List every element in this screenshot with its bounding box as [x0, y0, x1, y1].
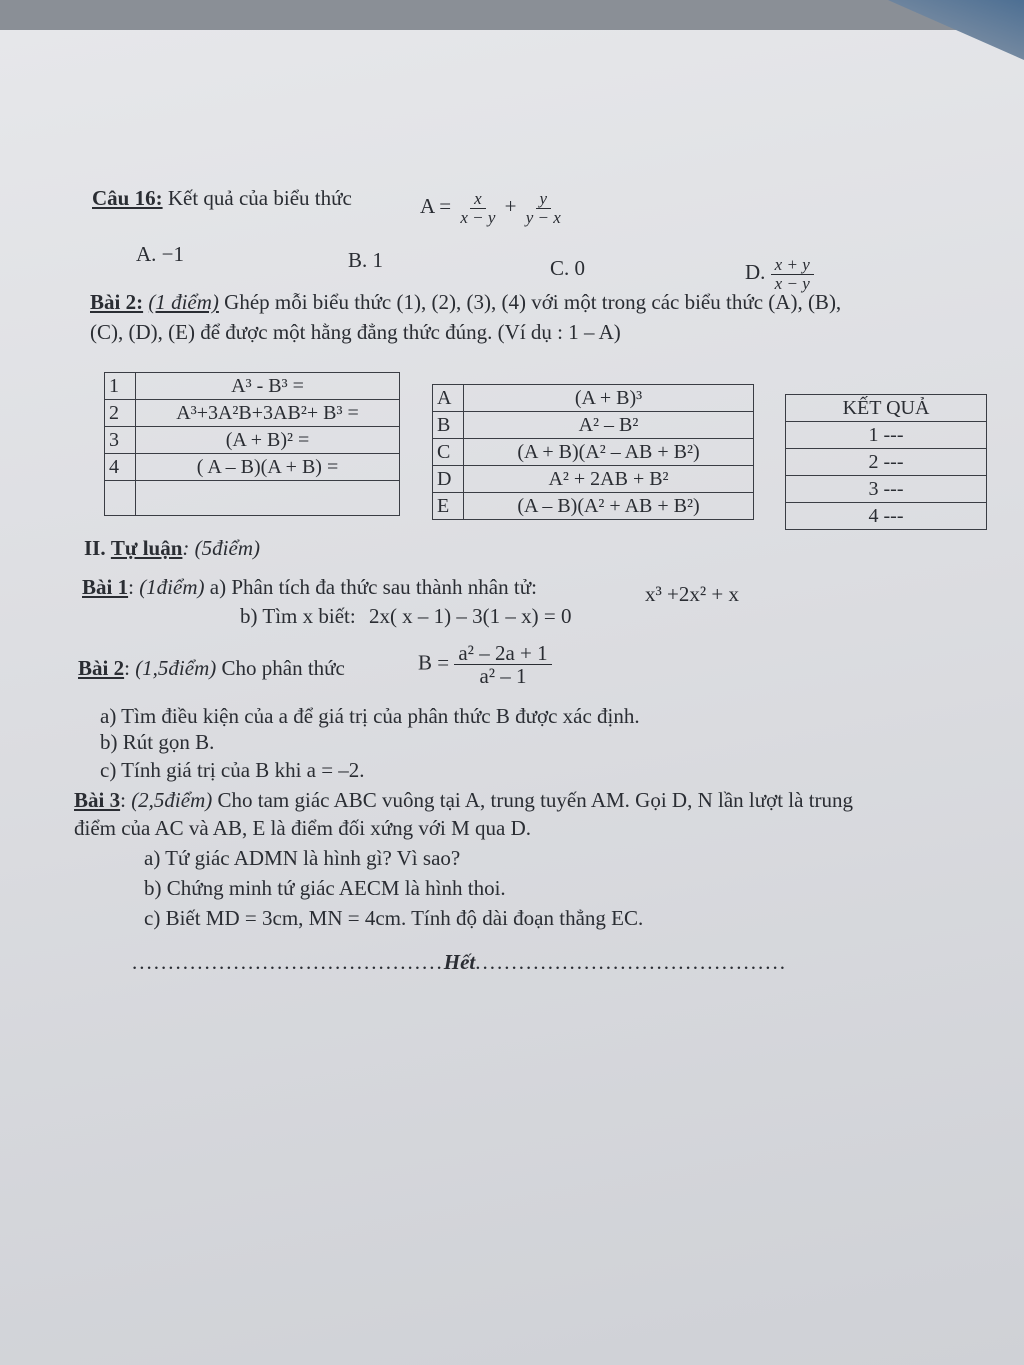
result-cell: 1 ---: [786, 422, 987, 449]
option-d-num: x + y: [771, 256, 814, 275]
match-text-1: Ghép mỗi biểu thức (1), (2), (3), (4) với một trong các biểu thức (A), (B),: [224, 290, 842, 314]
exercise-1-line-a: [82, 575, 537, 600]
exercise-3-text-2: điểm của AC và AB, E là điểm đối xứng với M qua D.: [74, 816, 532, 840]
fraction-1-den: x − y: [460, 207, 496, 227]
exercise-3-text-1: Cho tam giác ABC vuông tại A, trung tuyến AM. Gọi D, N lần lượt là trung: [217, 788, 854, 812]
table-row: [105, 400, 400, 427]
exercise-3-points: (2,5điểm): [131, 788, 213, 812]
option-c: C. 0: [550, 256, 586, 280]
exercise-1-colon: :: [128, 575, 134, 599]
option-d-label: D.: [745, 260, 766, 285]
question-16-label: Câu 16:: [92, 186, 163, 210]
fraction-2-den: y − x: [525, 207, 561, 227]
end-dots-right: ...........................................: [475, 950, 787, 974]
fraction-2: [522, 190, 565, 227]
section-title: Tự luận: [110, 536, 183, 560]
option-b: B. 1: [348, 248, 384, 272]
section-points: (5điểm): [194, 536, 260, 560]
row-number: 1: [105, 373, 136, 400]
option-d: [745, 256, 814, 293]
exercise-1-points: (1điểm): [139, 575, 205, 599]
row-expression: A³+3A²B+3AB²+ B³ =: [136, 400, 400, 427]
table-row: [105, 373, 400, 400]
exercise-2-colon: :: [124, 656, 130, 680]
exercise-1-line-b: [240, 604, 572, 629]
table-row: [786, 422, 987, 449]
expr-lhs: A =: [420, 194, 452, 219]
table-row: [105, 427, 400, 454]
right-expression-table: [432, 384, 754, 520]
fraction-b-den: a² – 1: [479, 664, 527, 689]
exercise-1-b-text: b) Tìm x biết:: [240, 604, 356, 628]
exercise-2-intro: [78, 656, 345, 681]
row-expression: ( A – B)(A + B) =: [136, 454, 400, 481]
table-row: [433, 412, 754, 439]
row-number: 3: [105, 427, 136, 454]
row-expression: (A + B)(A² – AB + B²): [464, 439, 754, 466]
table-row: [433, 466, 754, 493]
question-16-text: Kết quả của biểu thức: [167, 186, 352, 210]
option-a: A. −1: [136, 242, 185, 266]
table-row: [433, 385, 754, 412]
plus-sign: +: [504, 194, 517, 219]
row-letter: A: [433, 385, 464, 412]
end-text: Hết: [443, 950, 476, 974]
table-row: [786, 395, 987, 422]
section-colon: :: [182, 536, 190, 560]
row-expression: (A + B)³: [464, 385, 754, 412]
table-row: [433, 493, 754, 520]
row-letter: B: [433, 412, 464, 439]
table-row: [433, 439, 754, 466]
match-text-2: (C), (D), (E) để được một hằng đẳng thức đúng. (Ví dụ : 1 – A): [90, 320, 621, 344]
section-roman: II.: [84, 536, 106, 560]
exercise-2-fraction: [418, 642, 552, 687]
row-letter: D: [433, 466, 464, 493]
table-row: [786, 476, 987, 503]
result-table: [785, 394, 987, 530]
row-expression: A³ - B³ =: [136, 373, 400, 400]
exercise-2-b: b) Rút gọn B.: [100, 730, 215, 754]
left-expression-table: [104, 372, 400, 516]
exercise-3-b: b) Chứng minh tứ giác AECM là hình thoi.: [144, 876, 506, 900]
row-expression: [136, 481, 400, 516]
exercise-1-label: Bài 1: [82, 575, 129, 599]
exercise-2-c: c) Tính giá trị của B khi a = –2.: [100, 758, 365, 782]
fraction-b: [454, 642, 551, 687]
result-header: KẾT QUẢ: [786, 395, 987, 422]
fraction-1-num: x: [470, 190, 486, 209]
table-row: [786, 449, 987, 476]
match-label: Bài 2:: [90, 290, 144, 314]
fraction-b-num: a² – 2a + 1: [454, 642, 551, 665]
question-16: [92, 186, 352, 211]
option-d-den: x − y: [774, 273, 810, 293]
table-row: [105, 481, 400, 516]
row-letter: E: [433, 493, 464, 520]
table-row: [786, 503, 987, 530]
exercise-3-c: c) Biết MD = 3cm, MN = 4cm. Tính độ dài đoạn thẳng EC.: [144, 906, 644, 930]
row-expression: (A + B)² =: [136, 427, 400, 454]
result-cell: 4 ---: [786, 503, 987, 530]
exercise-2-intro-text: Cho phân thức: [221, 656, 345, 680]
fraction-1: [456, 190, 499, 227]
question-16-expression: [420, 190, 565, 227]
exercise-1-b-expression: 2x( x – 1) – 3(1 – x) = 0: [368, 604, 572, 628]
table-row: [105, 454, 400, 481]
row-number: [105, 481, 136, 516]
exercise-3-label: Bài 3: [74, 788, 121, 812]
fraction-2-num: y: [536, 190, 552, 209]
end-line: [132, 950, 787, 975]
exercise-1-a-text: a) Phân tích đa thức sau thành nhân tử:: [209, 575, 537, 599]
exercise-2-label: Bài 2: [78, 656, 125, 680]
row-number: 4: [105, 454, 136, 481]
match-exercise-line1: [90, 290, 841, 315]
end-dots-left: ...........................................: [132, 950, 444, 974]
exercise-2-a: a) Tìm điều kiện của a để giá trị của phân thức B được xác định.: [100, 704, 640, 728]
exercise-2-points: (1,5điểm): [135, 656, 217, 680]
result-cell: 3 ---: [786, 476, 987, 503]
fraction-lhs: B =: [418, 650, 450, 675]
row-number: 2: [105, 400, 136, 427]
result-cell: 2 ---: [786, 449, 987, 476]
exercise-3-line1: [74, 788, 853, 813]
row-expression: A² – B²: [464, 412, 754, 439]
row-expression: (A – B)(A² + AB + B²): [464, 493, 754, 520]
exercise-1-a-expression: x³ +2x² + x: [645, 582, 740, 606]
exercise-3-a: a) Tứ giác ADMN là hình gì? Vì sao?: [144, 846, 461, 870]
row-expression: A² + 2AB + B²: [464, 466, 754, 493]
option-d-fraction: [771, 256, 814, 293]
paper-sheet: [0, 30, 1024, 1365]
row-letter: C: [433, 439, 464, 466]
exercise-3-colon: :: [120, 788, 126, 812]
section-essay-heading: [84, 536, 260, 561]
match-points: (1 điểm): [148, 290, 219, 314]
